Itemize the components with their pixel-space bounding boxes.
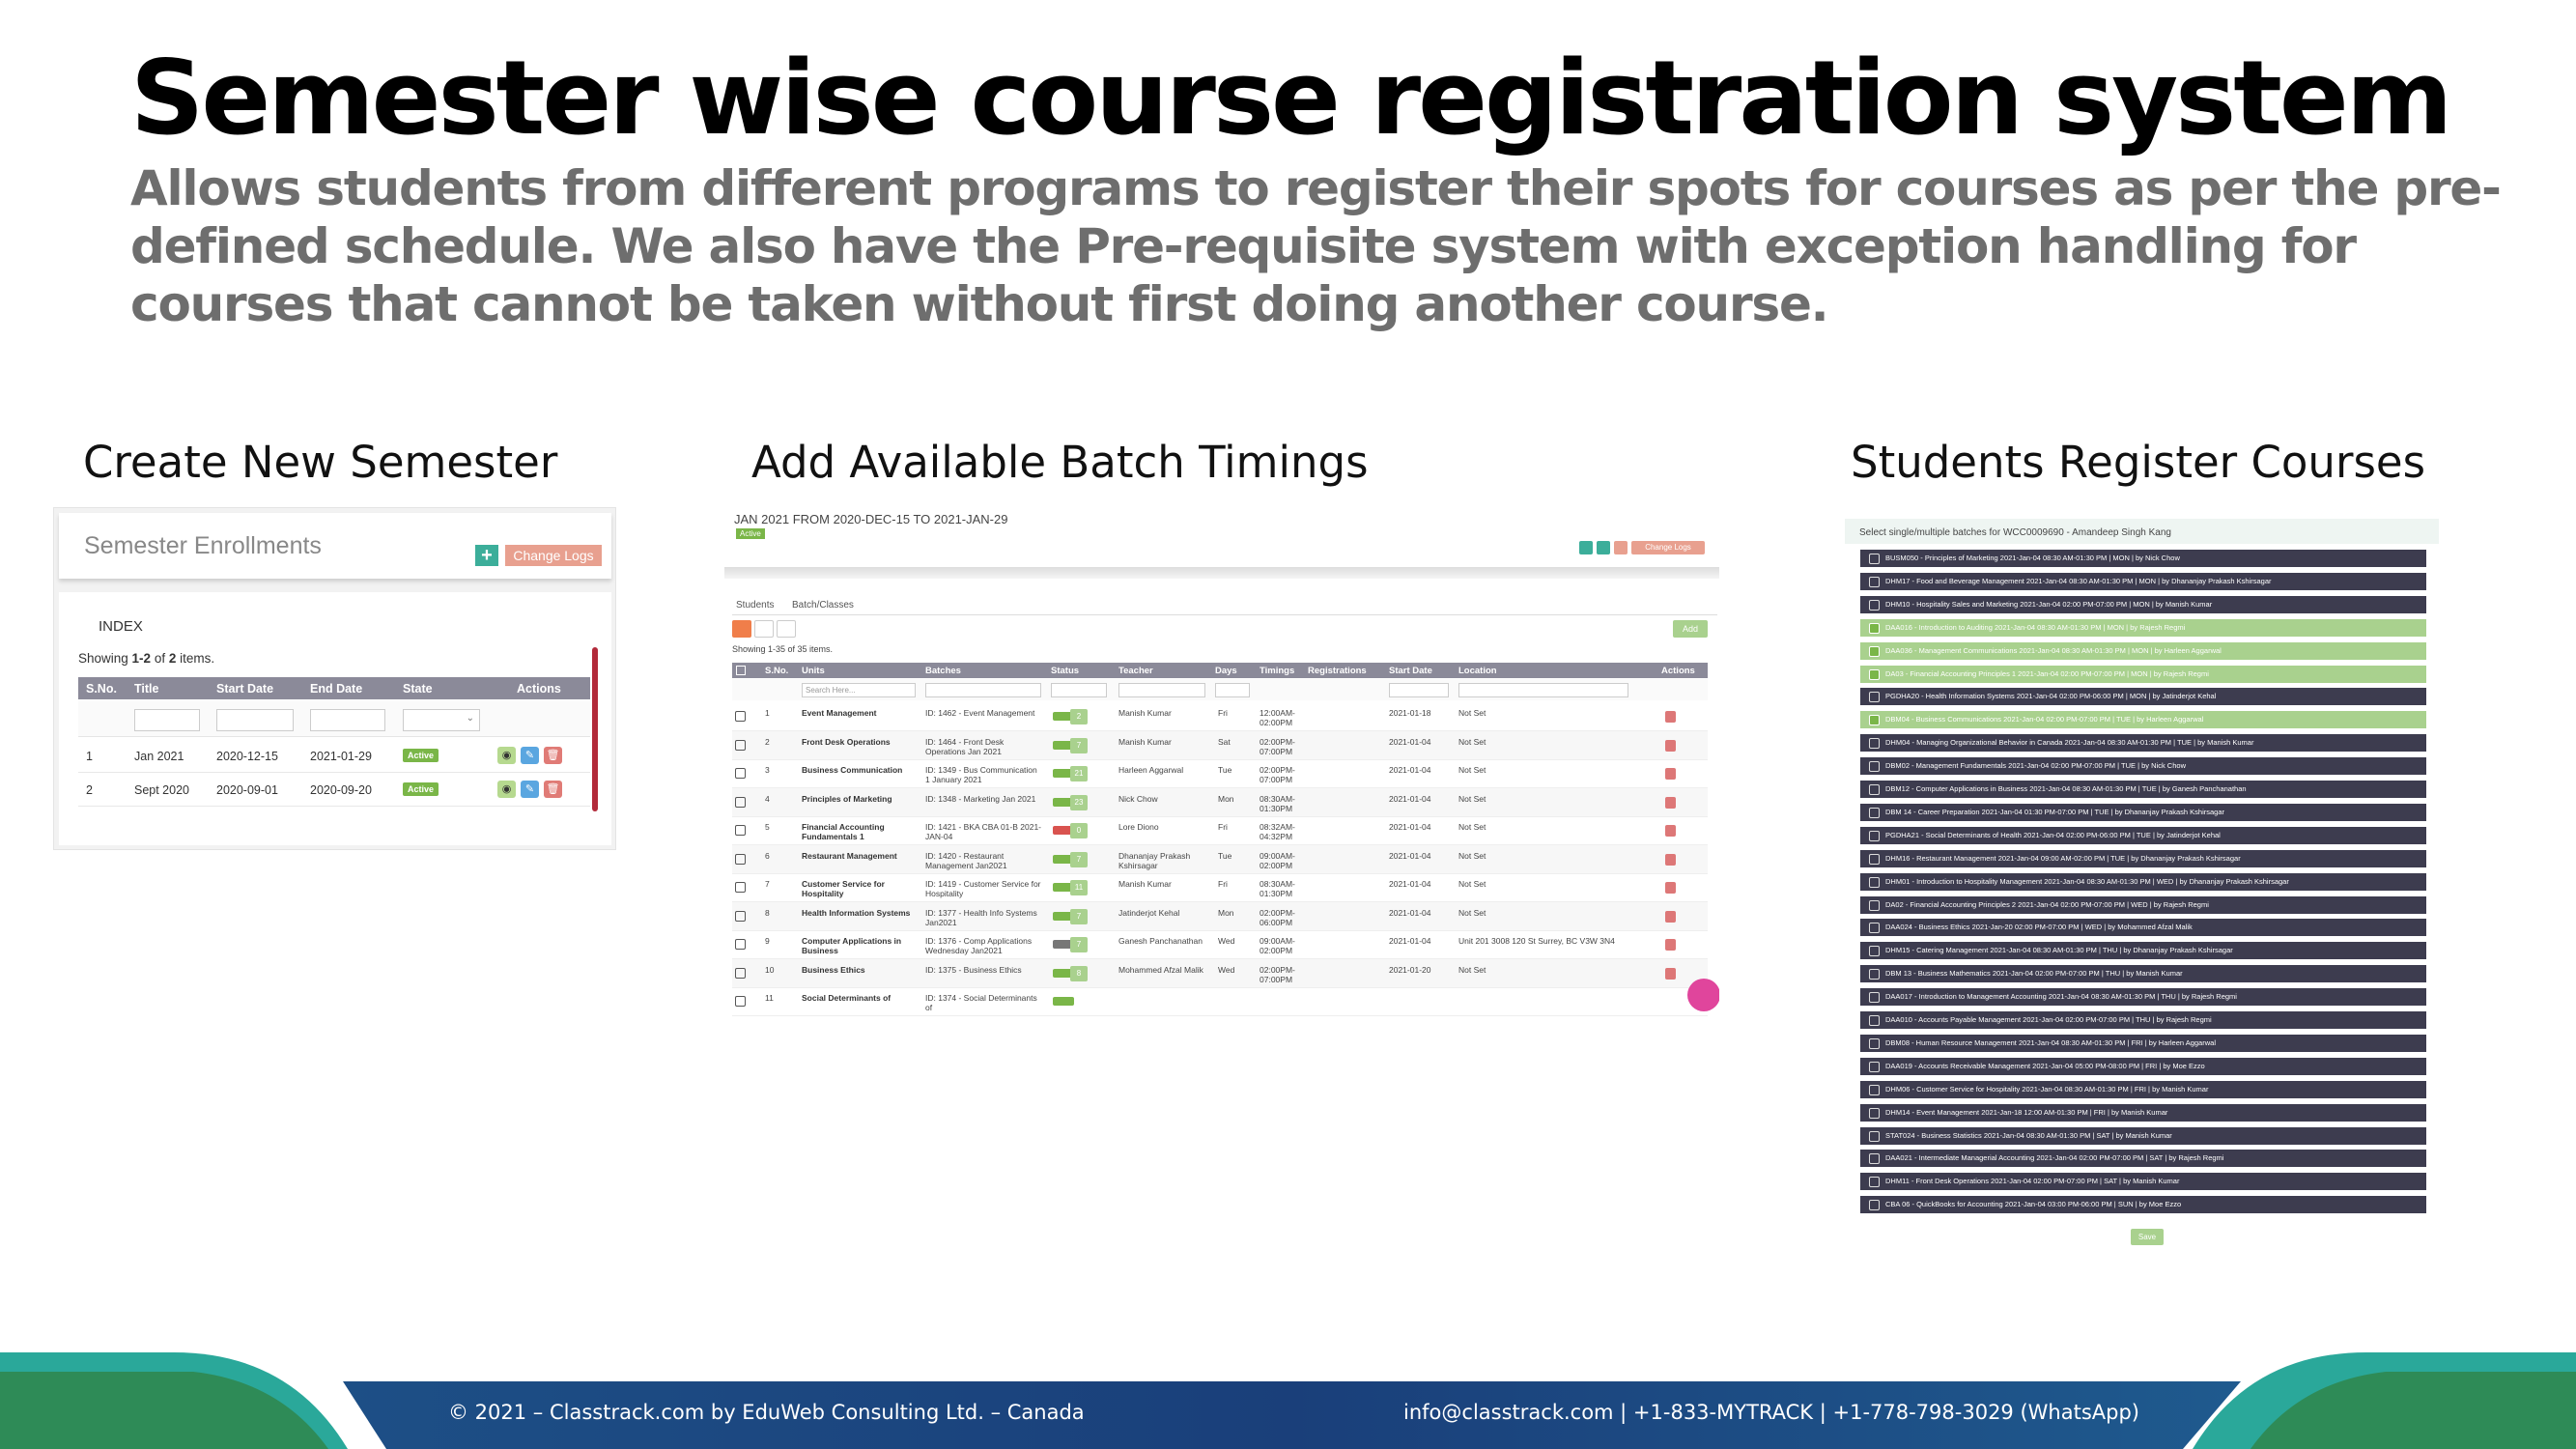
- start-date-filter-input[interactable]: [1389, 683, 1449, 697]
- delete-icon[interactable]: [1665, 711, 1676, 723]
- table-row: 2 Sept 2020 2020-09-01 2020-09-20 Active ◉ ✎ 🗑: [78, 773, 590, 807]
- batches-table-header: S.No. Units Batches Status Teacher Days Timings Registrations Start Date Location Actions: [732, 663, 1708, 678]
- edit-icon[interactable]: ✎: [521, 747, 539, 764]
- delete-icon[interactable]: [1665, 740, 1676, 752]
- row-checkbox[interactable]: [735, 797, 746, 808]
- row-checkbox[interactable]: [735, 911, 746, 922]
- course-batch-option[interactable]: CBA 06 - QuickBooks for Accounting 2021-Jan-04 03:00 PM-06:00 PM | SUN | by Moe Ezzo: [1860, 1196, 2426, 1213]
- semester-header: JAN 2021 FROM 2020-DEC-15 TO 2021-JAN-29: [734, 512, 1008, 526]
- col-sno[interactable]: S.No.: [86, 682, 117, 696]
- delete-icon[interactable]: 🗑: [544, 747, 562, 764]
- state-filter-select[interactable]: [403, 709, 480, 731]
- row-checkbox[interactable]: [735, 939, 746, 950]
- col-state[interactable]: State: [403, 682, 433, 696]
- batch-select-header: Select single/multiple batches for WCC0009690 - Amandeep Singh Kang: [1845, 519, 2439, 544]
- delete-icon[interactable]: [1665, 854, 1676, 866]
- batch-filter-input[interactable]: [925, 683, 1041, 697]
- add-batch-button[interactable]: Add: [1673, 620, 1708, 638]
- course-batch-option[interactable]: DHM15 - Catering Management 2021-Jan-04 08:30 AM-01:30 PM | THU | by Dhananjay Prakash Kshirsagar: [1860, 942, 2426, 959]
- col-title[interactable]: Title: [134, 682, 159, 696]
- registrations-count[interactable]: 0: [1070, 823, 1088, 838]
- row-checkbox[interactable]: [735, 882, 746, 893]
- delete-icon[interactable]: 🗑: [544, 781, 562, 798]
- status-badge: Active: [403, 748, 439, 762]
- footer-banner: [0, 1352, 2576, 1449]
- delete-icon[interactable]: [1665, 825, 1676, 837]
- course-batch-option[interactable]: DAA024 - Business Ethics 2021-Jan-20 02:00 PM-07:00 PM | WED | by Mohammed Afzal Malik: [1860, 919, 2426, 936]
- registrations-count[interactable]: 8: [1070, 966, 1088, 981]
- showing-summary: Showing 1-35 of 35 items.: [732, 644, 834, 654]
- grid-icon[interactable]: [1579, 541, 1593, 554]
- course-batch-option[interactable]: DAA016 - Introduction to Auditing 2021-Jan-04 08:30 AM-01:30 PM | MON | by Rajesh Regmi: [1860, 619, 2426, 637]
- table-row: 5 Financial Accounting Fundamentals 1 ID: 1421 - BKA CBA 01-B 2021-JAN-04 Lore Diono Fri 08:32AM-04:32PM 0 2021-01-04 Not Set: [732, 816, 1708, 845]
- course-batch-option[interactable]: DBM08 - Human Resource Management 2021-Jan-04 08:30 AM-01:30 PM | FRI | by Harleen Aggarwal: [1860, 1035, 2426, 1052]
- title-filter-input[interactable]: [134, 709, 200, 731]
- footer-contact[interactable]: info@classtrack.com | +1-833-MYTRACK | +1-778-798-3029 (WhatsApp): [1403, 1401, 2139, 1424]
- view-icon[interactable]: ◉: [497, 747, 516, 764]
- delete-icon[interactable]: [1665, 882, 1676, 894]
- status-badge: Active: [403, 781, 439, 796]
- chevron-down-icon: ⌄: [466, 713, 474, 724]
- course-batch-option[interactable]: DHM01 - Introduction to Hospitality Management 2021-Jan-04 08:30 AM-01:30 PM | WED | by Dhananjay Prakash Kshirsagar: [1860, 873, 2426, 891]
- batch-timings-screenshot: [724, 507, 1719, 1019]
- course-batch-option[interactable]: PGDHA20 - Health Information Systems 2021-Jan-04 02:00 PM-06:00 PM | MON | by Jatinderjot Kehal: [1860, 688, 2426, 705]
- registrations-count[interactable]: 23: [1070, 795, 1088, 810]
- course-batch-option[interactable]: DBM 13 - Business Mathematics 2021-Jan-04 02:00 PM-07:00 PM | THU | by Manish Kumar: [1860, 965, 2426, 982]
- index-heading: INDEX: [99, 618, 143, 635]
- row-checkbox[interactable]: [735, 768, 746, 779]
- slide-subtitle: Allows students from different programs to register their spots for courses as per the pre-defined schedule. We also have the Pre-requisite system with exception handling for courses that cannot be taken without first doing another course.: [130, 160, 2501, 332]
- course-batch-option[interactable]: DBM02 - Management Fundamentals 2021-Jan-04 02:00 PM-07:00 PM | TUE | by Nick Chow: [1860, 757, 2426, 775]
- batches-filter-row: [732, 679, 1708, 700]
- row-checkbox[interactable]: [735, 968, 746, 979]
- delete-icon[interactable]: [1665, 939, 1676, 951]
- course-batch-option[interactable]: DHM04 - Managing Organizational Behavior in Canada 2021-Jan-04 08:30 AM-01:30 PM | TUE | by Manish Kumar: [1860, 734, 2426, 752]
- row-checkbox[interactable]: [735, 825, 746, 836]
- delete-icon[interactable]: [1665, 797, 1676, 809]
- footer-copyright: © 2021 – Classtrack.com by EduWeb Consulting Ltd. – Canada: [448, 1401, 1085, 1424]
- table-row: 2 Front Desk Operations ID: 1464 - Front Desk Operations Jan 2021 Manish Kumar Sat 02:00PM-07:00PM 7 2021-01-04 Not Set: [732, 731, 1708, 760]
- delete-icon[interactable]: [1665, 968, 1676, 980]
- table-row: 7 Customer Service for Hospitality ID: 1419 - Customer Service for Hospitality Manish Kumar Fri 08:30AM-01:30PM 11 2021-01-04 Not Set: [732, 873, 1708, 902]
- end-date-filter-input[interactable]: [310, 709, 385, 731]
- registrations-count[interactable]: 21: [1070, 766, 1088, 781]
- list-view-icon[interactable]: [732, 620, 751, 638]
- table-view-icon[interactable]: [754, 620, 774, 638]
- course-batch-option[interactable]: DHM17 - Food and Beverage Management 2021-Jan-04 08:30 AM-01:30 PM | MON | by Dhananjay Prakash Kshirsagar: [1860, 573, 2426, 590]
- tabs-bar: [732, 594, 1717, 615]
- course-batch-option[interactable]: DHM11 - Front Desk Operations 2021-Jan-04 02:00 PM-07:00 PM | SAT | by Manish Kumar: [1860, 1173, 2426, 1190]
- course-batch-option[interactable]: DAA017 - Introduction to Management Accounting 2021-Jan-04 08:30 AM-01:30 PM | THU | by Rajesh Regmi: [1860, 988, 2426, 1006]
- teacher-filter-input[interactable]: [1118, 683, 1205, 697]
- table-header: [78, 677, 590, 699]
- slide-title: Semester wise course registration system: [130, 39, 2450, 157]
- course-batch-option[interactable]: DHM16 - Restaurant Management 2021-Jan-04 09:00 AM-02:00 PM | TUE | by Dhananjay Prakash Kshirsagar: [1860, 850, 2426, 867]
- registrations-count[interactable]: 7: [1070, 738, 1088, 753]
- status-badge: [1053, 997, 1074, 1006]
- change-logs-button[interactable]: Change Logs: [1631, 541, 1705, 554]
- filter-row: [78, 701, 590, 737]
- delete-icon[interactable]: [1665, 768, 1676, 780]
- registrations-count[interactable]: 11: [1070, 880, 1088, 895]
- section-heading-create-semester: Create New Semester: [83, 437, 558, 488]
- course-batch-option[interactable]: DAA010 - Accounts Payable Management 2021-Jan-04 02:00 PM-07:00 PM | THU | by Rajesh Regmi: [1860, 1011, 2426, 1029]
- course-batch-option[interactable]: DA02 - Financial Accounting Principles 2 2021-Jan-04 02:00 PM-07:00 PM | WED | by Rajesh Regmi: [1860, 896, 2426, 914]
- row-checkbox[interactable]: [735, 711, 746, 722]
- card-title: Semester Enrollments: [84, 532, 322, 559]
- view-icon[interactable]: ◉: [497, 781, 516, 798]
- showing-summary: Showing 1-2 of 2 items.: [78, 651, 215, 666]
- status-filter-select[interactable]: [1051, 683, 1107, 697]
- course-batch-option[interactable]: DAA019 - Accounts Receivable Management 2021-Jan-04 05:00 PM-08:00 PM | FRI | by Moe Ezzo: [1860, 1058, 2426, 1075]
- course-batch-option[interactable]: DAA021 - Intermediate Managerial Accounting 2021-Jan-04 02:00 PM-07:00 PM | SAT | by Rajesh Regmi: [1860, 1150, 2426, 1167]
- table-row: 6 Restaurant Management ID: 1420 - Restaurant Management Jan2021 Dhananjay Prakash Kshirsagar Tue 09:00AM-02:00PM 7 2021-01-04 Not Set: [732, 845, 1708, 874]
- export-icon[interactable]: [777, 620, 796, 638]
- table-row: 1 Event Management ID: 1462 - Event Management Manish Kumar Fri 12:00AM-02:00PM 2 2021-01-18 Not Set: [732, 702, 1708, 731]
- scrollbar[interactable]: [592, 647, 598, 811]
- table-row: 4 Principles of Marketing ID: 1348 - Marketing Jan 2021 Nick Chow Mon 08:30AM-01:30PM 23 2021-01-04 Not Set: [732, 788, 1708, 817]
- row-checkbox[interactable]: [735, 854, 746, 865]
- start-date-filter-input[interactable]: [216, 709, 294, 731]
- course-batch-option[interactable]: DHM06 - Customer Service for Hospitality 2021-Jan-04 08:30 AM-01:30 PM | FRI | by Manish Kumar: [1860, 1081, 2426, 1098]
- delete-icon[interactable]: [1614, 541, 1628, 554]
- active-badge: Active: [736, 528, 765, 539]
- course-batch-option[interactable]: DBM 14 - Career Preparation 2021-Jan-04 01:30 PM-07:00 PM | TUE | by Dhananjay Prakash Kshirsagar: [1860, 804, 2426, 821]
- search-input[interactable]: Search Here...: [802, 683, 916, 697]
- add-semester-button[interactable]: +: [475, 545, 498, 566]
- tab-batch-classes[interactable]: Batch/Classes: [792, 600, 854, 611]
- days-filter-select[interactable]: [1215, 683, 1250, 697]
- divider-band: [724, 567, 1719, 579]
- registrations-count[interactable]: 7: [1070, 937, 1088, 952]
- course-batch-option[interactable]: PGDHA21 - Social Determinants of Health 2021-Jan-04 02:00 PM-06:00 PM | TUE | by Jatinderjot Kehal: [1860, 827, 2426, 844]
- course-batch-option[interactable]: DHM14 - Event Management 2021-Jan-18 12:00 AM-01:30 PM | FRI | by Manish Kumar: [1860, 1104, 2426, 1122]
- registrations-count[interactable]: 7: [1070, 852, 1088, 867]
- registrations-count[interactable]: 7: [1070, 909, 1088, 924]
- course-batch-option[interactable]: STAT024 - Business Statistics 2021-Jan-04 08:30 AM-01:30 PM | SAT | by Manish Kumar: [1860, 1127, 2426, 1145]
- edit-icon[interactable]: ✎: [521, 781, 539, 798]
- enrollments-index-card: [59, 592, 611, 845]
- table-row: 10 Business Ethics ID: 1375 - Business Ethics Mohammed Afzal Malik Wed 02:00PM-07:00PM 8 2021-01-20 Not Set: [732, 959, 1708, 988]
- enrollments-header-card: [59, 513, 611, 579]
- select-all-checkbox[interactable]: [736, 666, 746, 675]
- edit-icon[interactable]: [1597, 541, 1610, 554]
- footer: [0, 1352, 2576, 1449]
- register-courses-screenshot: [1845, 517, 2439, 1251]
- course-batch-option[interactable]: DBM12 - Computer Applications in Business 2021-Jan-04 08:30 AM-01:30 PM | TUE | by Ganesh Panchanathan: [1860, 781, 2426, 798]
- row-checkbox[interactable]: [735, 996, 746, 1007]
- tab-students[interactable]: Students: [736, 600, 775, 611]
- course-batch-option[interactable]: DA03 - Financial Accounting Principles 1 2021-Jan-04 02:00 PM-07:00 PM | MON | by Rajesh Regmi: [1860, 666, 2426, 683]
- section-heading-register-courses: Students Register Courses: [1851, 437, 2426, 488]
- table-row: 9 Computer Applications in Business ID: 1376 - Comp Applications Wednesday Jan2021 Ganesh Panchanathan Wed 09:00AM-02:00PM 7 2021-01-04 Unit 201 3008 120 St Surrey, BC V3W 3N4: [732, 930, 1708, 959]
- row-checkbox[interactable]: [735, 740, 746, 751]
- change-logs-button[interactable]: Change Logs: [505, 545, 602, 566]
- registrations-count[interactable]: 2: [1070, 709, 1088, 724]
- semester-enrollments-screenshot: [53, 507, 616, 850]
- col-end-date[interactable]: End Date: [310, 682, 363, 696]
- course-batch-option[interactable]: DBM04 - Business Communications 2021-Jan-04 02:00 PM-07:00 PM | TUE | by Harleen Aggarwal: [1860, 711, 2426, 728]
- table-row: 11 Social Determinants of ID: 1374 - Social Determinants of: [732, 987, 1708, 1016]
- course-batch-option[interactable]: DAA036 - Management Communications 2021-Jan-04 08:30 AM-01:30 PM | MON | by Harleen Aggarwal: [1860, 642, 2426, 660]
- section-heading-batch-timings: Add Available Batch Timings: [751, 437, 1369, 488]
- col-actions: Actions: [517, 682, 561, 696]
- chat-bubble-icon[interactable]: [1687, 979, 1719, 1011]
- course-batch-option[interactable]: DHM10 - Hospitality Sales and Marketing 2021-Jan-04 02:00 PM-07:00 PM | MON | by Manish Kumar: [1860, 596, 2426, 613]
- table-row: 3 Business Communication ID: 1349 - Bus Communication 1 January 2021 Harleen Aggarwal Tue 02:00PM-07:00PM 21 2021-01-04 Not Set: [732, 759, 1708, 788]
- col-start-date[interactable]: Start Date: [216, 682, 274, 696]
- table-row: 8 Health Information Systems ID: 1377 - Health Info Systems Jan2021 Jatinderjot Kehal Mon 02:00PM-06:00PM 7 2021-01-04 Not Set: [732, 902, 1708, 931]
- table-row: 1 Jan 2021 2020-12-15 2021-01-29 Active ◉ ✎ 🗑: [78, 739, 590, 773]
- save-button[interactable]: Save: [2131, 1229, 2164, 1245]
- location-filter-select[interactable]: [1458, 683, 1628, 697]
- delete-icon[interactable]: [1665, 911, 1676, 923]
- course-batch-option[interactable]: BUSM050 - Principles of Marketing 2021-Jan-04 08:30 AM-01:30 PM | MON | by Nick Chow: [1860, 550, 2426, 567]
